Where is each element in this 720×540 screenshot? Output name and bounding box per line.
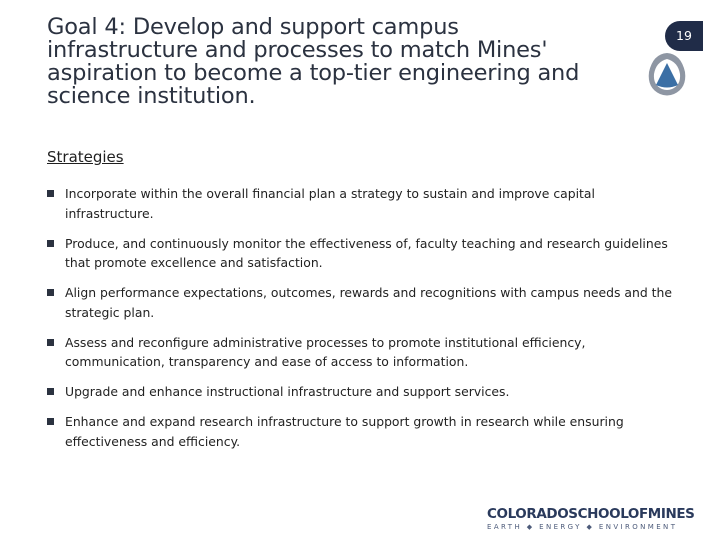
strategies-list xyxy=(47,184,687,462)
bullet-square-icon xyxy=(47,418,54,425)
list-item xyxy=(47,184,687,223)
list-item xyxy=(47,382,687,402)
list-item xyxy=(47,234,687,273)
strategy-text: Incorporate within the overall financial plan a strategy to sustain and improve capital infrastructure. xyxy=(65,186,595,221)
bullet-square-icon xyxy=(47,190,54,197)
mines-emblem-icon xyxy=(644,50,690,98)
list-item xyxy=(47,283,687,322)
strategy-text: Align performance expectations, outcomes, rewards and recognitions with campus needs and the strategic plan. xyxy=(65,285,673,320)
footer-logo xyxy=(487,506,695,531)
strategy-text: Enhance and expand research infrastructure to support growth in research while ensuring effectiveness and efficiency. xyxy=(65,414,624,449)
list-item xyxy=(47,412,687,451)
bullet-square-icon xyxy=(47,240,54,247)
strategy-text: Upgrade and enhance instructional infrastructure and support services. xyxy=(65,384,510,399)
bullet-square-icon xyxy=(47,289,54,296)
logo-wordmark: COLORADOSCHOOLOFMINES xyxy=(487,506,695,522)
bullet-square-icon xyxy=(47,339,54,346)
strategy-text: Assess and reconfigure administrative processes to promote institutional efficiency, communication, transparency and ease of access to information. xyxy=(65,334,586,369)
strategies-heading: Strategies xyxy=(47,148,124,166)
page-number-badge: 19 xyxy=(665,21,703,51)
logo-tagline: EARTH ◆ ENERGY ◆ ENVIRONMENT xyxy=(487,523,678,531)
bullet-square-icon xyxy=(47,388,54,395)
strategy-text: Produce, and continuously monitor the effectiveness of, faculty teaching and research guidelines that promote excellence and satisfaction. xyxy=(65,235,668,270)
slide-title: Goal 4: Develop and support campus infrastructure and processes to match Mines' aspiration to become a top-tier engineering and science institution. xyxy=(47,14,580,109)
list-item xyxy=(47,333,687,372)
